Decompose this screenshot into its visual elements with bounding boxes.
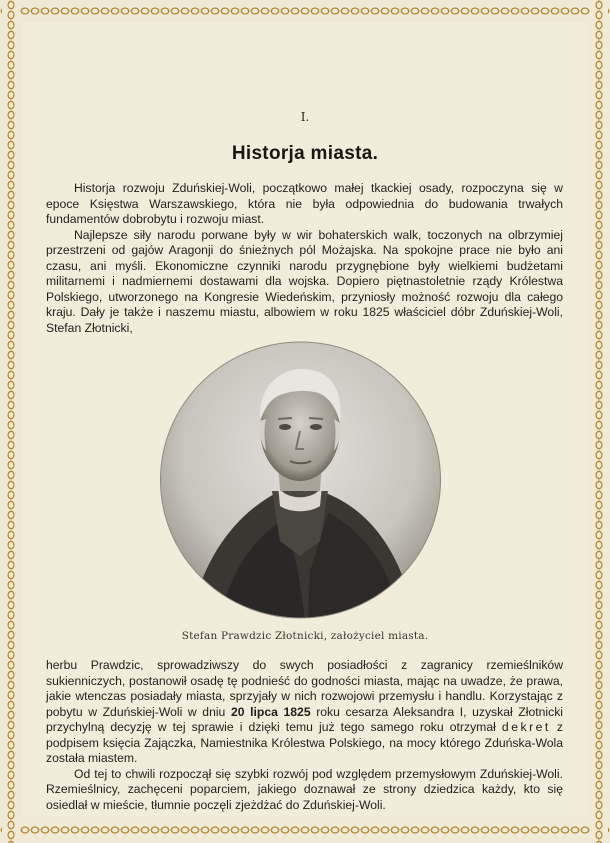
chapter-number: I.: [300, 110, 310, 124]
portrait-image: [160, 341, 441, 619]
ornamental-border-left: [2, 0, 20, 843]
paragraph: Najlepsze siły narodu porwane były w wir bohaterskich walk, toczonych na olbrzymiej przestrzeni od gajów Aragonji do śnieżnych pól Możajska. Na spokojne prace nie było ani czasu, ani myśli. Ekonomiczne czynniki narodu przygnębione były wielkiemi budżetami militarnemi i nadmiernemi dostawami dla wojska. Dopiero piętnastoletnie rządy Królestwa Polskiego, utworzonego na Kongresie Wiedeńskim, przyniosły możność rozwoju dla całego kraju. Dały je także i naszemu miastu, albowiem w roku 1825 właściciel dóbr Zduńskiej-Woli, Stefan Złotnicki,: [46, 227, 563, 335]
intro-text: [46, 181, 563, 336]
ornamental-border-bottom: [0, 821, 610, 839]
paragraph: Od tej to chwili rozpoczął się szybki rozwój pod względem przemysłowym Zduńskiej-Woli. Rzemieślnicy, zachęceni poparciem, jakiego doznawał ze strony dziedzica każdy, kto się osiedlał w mieście, tłumnie poczęli zjeżdżać do Zduńskiej-Woli.: [46, 766, 563, 812]
ornamental-border-right: [590, 0, 608, 843]
continuation-text: [46, 658, 563, 813]
chapter-title: Historja miasta.: [231, 143, 379, 164]
paragraph: Historja rozwoju Zduńskiej-Woli, początkowo małej tkackiej osady, rozpoczyna się w epoce Księstwa Warszawskiego, która nie była odpowiednia do budowania trwałych fundamentów dobrobytu i rozwoju miast.: [46, 181, 563, 226]
ornamental-border-top: [0, 2, 610, 20]
paragraph: herbu Prawdzic, sprowadziwszy do swych posiadłości z zagranicy rzemieślników sukienniczych, postanowił osadę tę podnieść do godności miasta, mając na uwadze, że prawa, jakie wtenczas posiadały miasta, sprzyjały w nich rozwojowi przemysłu i handlu. Korzystając z pobytu w Zduńskiej-Woli w dniu 20 lipca 1825 roku cesarza Aleksandra I, uzyskał Złotnicki przychylną decyzję w tej sprawie i dzięki temu już tego samego roku otrzymał dekret z podpisem księcia Zajączka, Namiestnika Królestwa Polskiego, na mocy którego Zduńska-Wola została miastem.: [46, 658, 564, 765]
portrait-caption: Stefan Prawdzic Złotnicki, założyciel miasta.: [181, 630, 429, 642]
